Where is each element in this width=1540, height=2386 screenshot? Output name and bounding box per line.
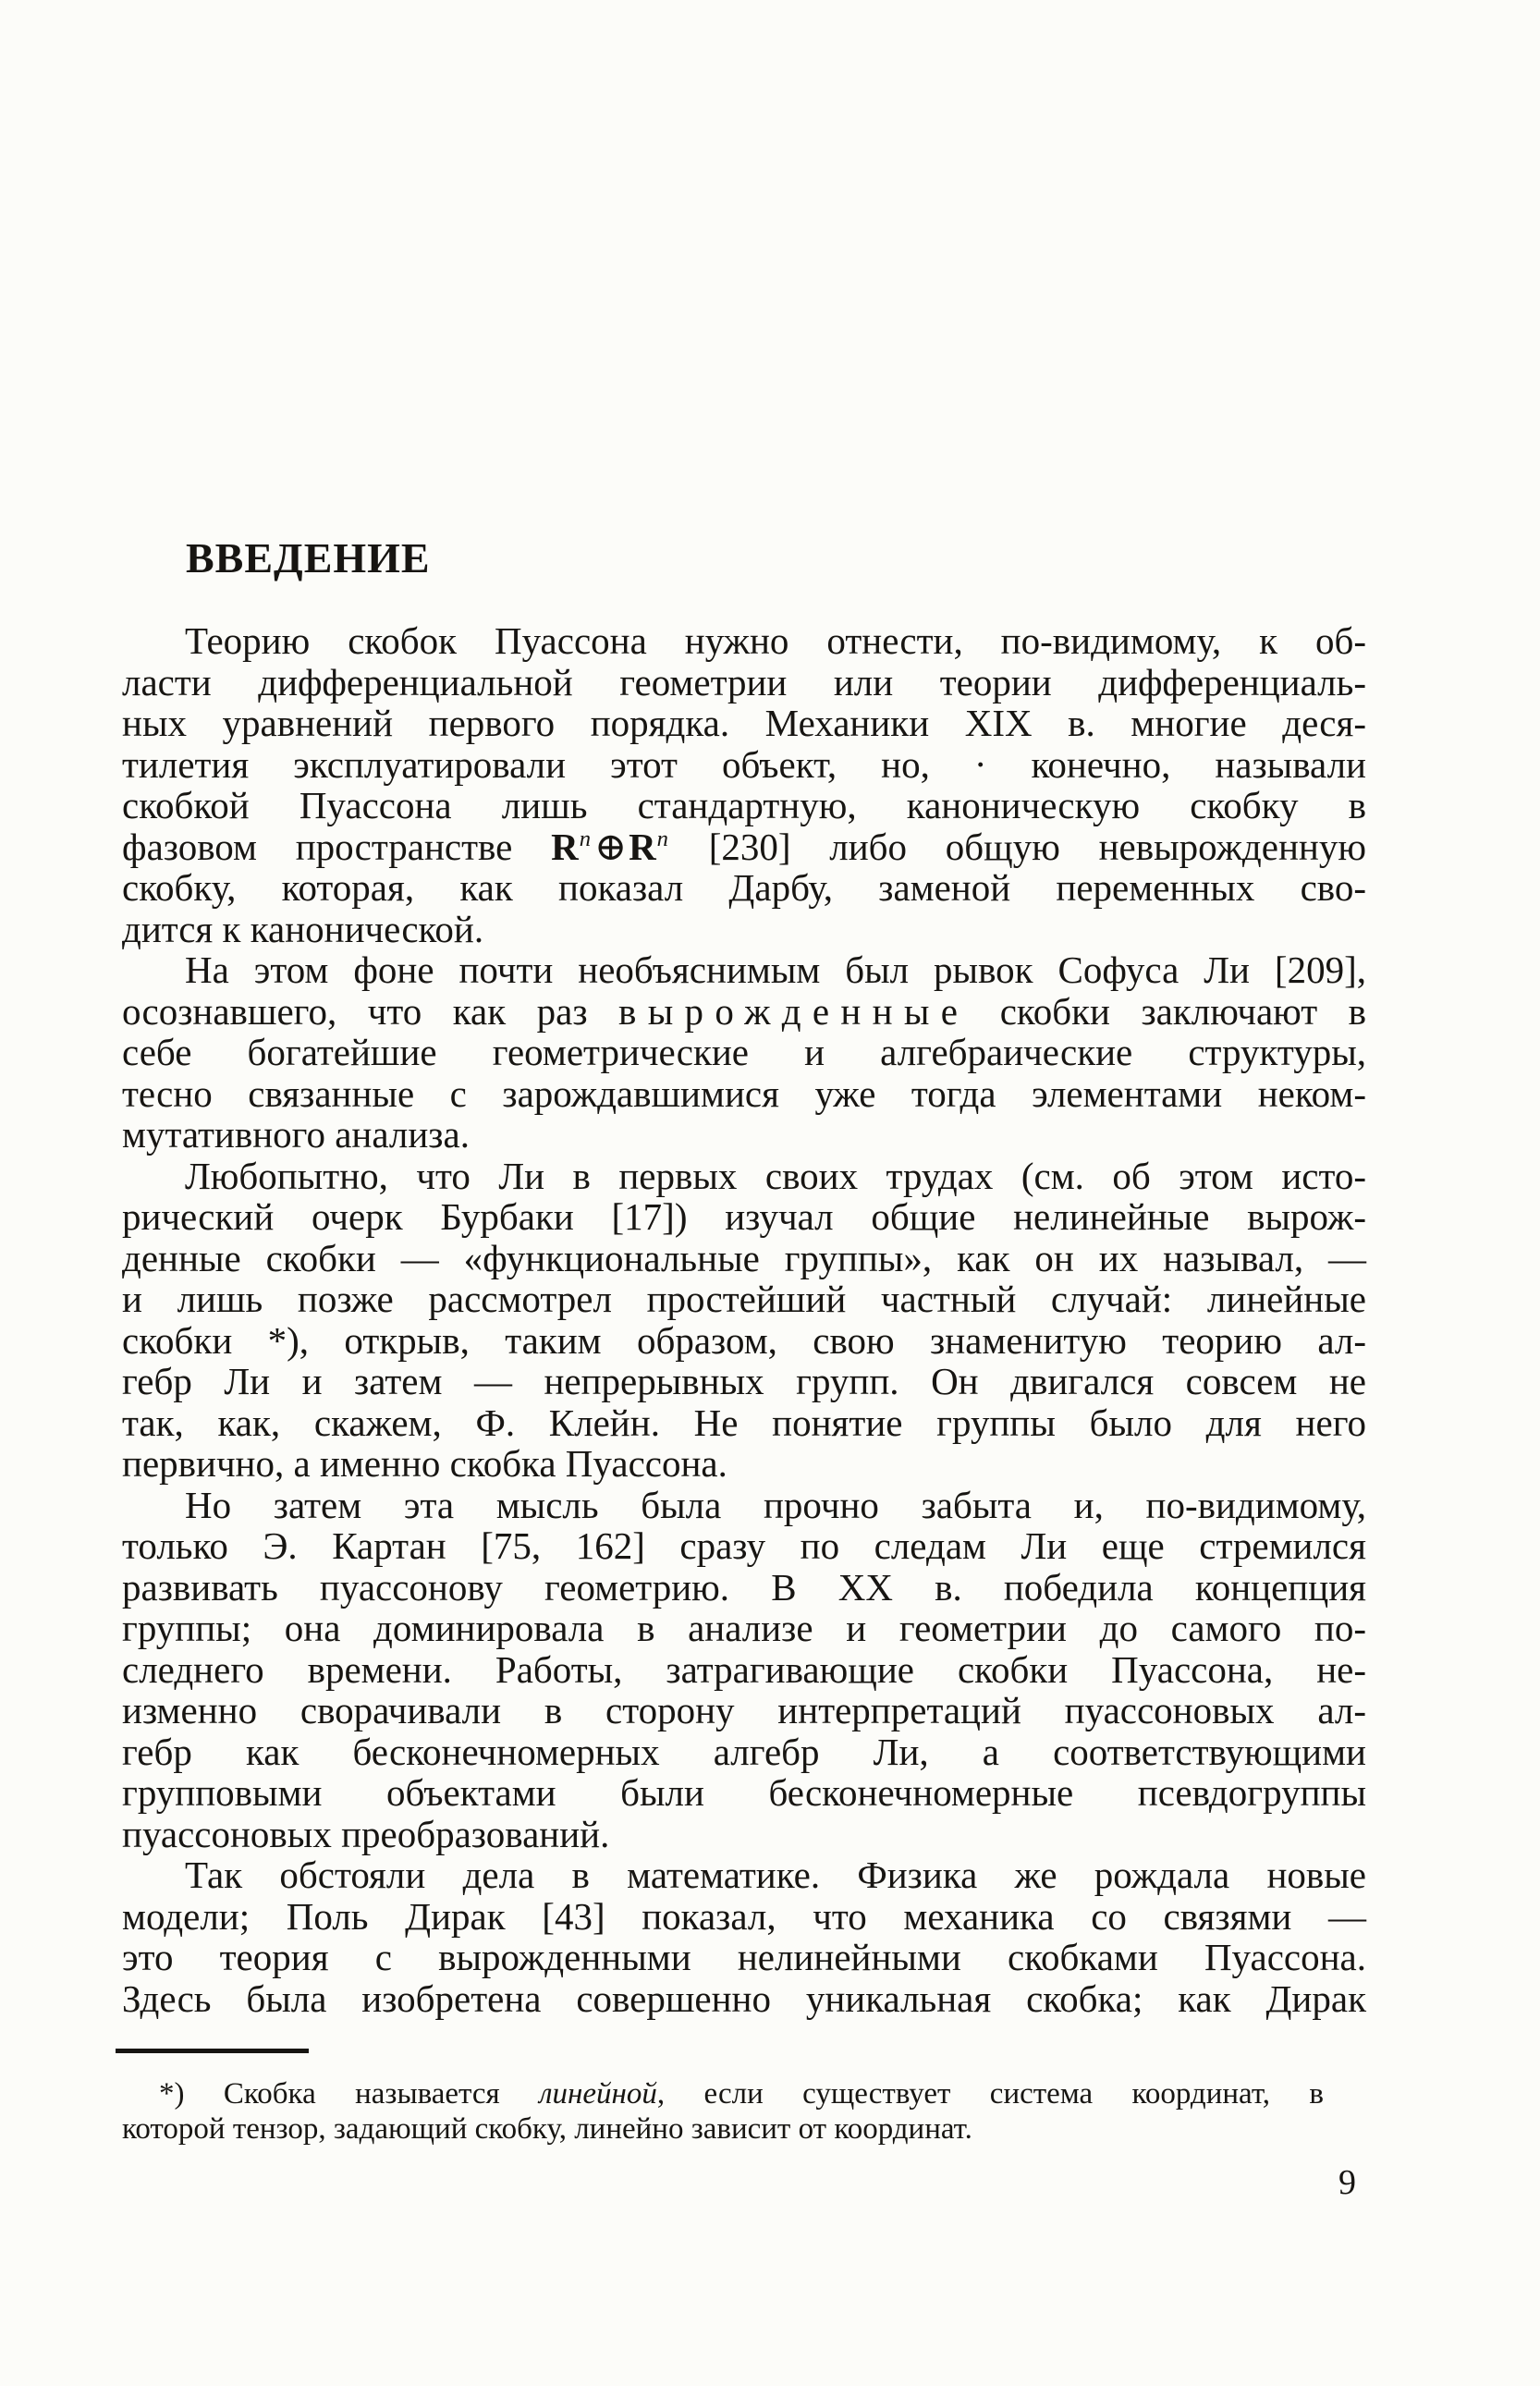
text-line: Но затем эта мысль была прочно забыта и, по-видимому, [185, 1483, 1366, 1526]
footnote-line [122, 2076, 1324, 2111]
paragraph [122, 949, 1366, 1156]
line-pre-text: фазовом пространстве [122, 825, 513, 868]
direct-sum-icon: ⊕ [594, 823, 628, 869]
text-line: дится к канонической. [122, 907, 484, 950]
text-line-with-emphasis [122, 991, 1366, 1033]
line-post-text: скобки заключают в [999, 989, 1367, 1033]
text-line: пуассоновых преобразований. [122, 1812, 610, 1855]
text-line: тесно связанные с зарождавшимися уже тогда элементами неком- [122, 1071, 1366, 1115]
text-line: Теорию скобок Пуассона нужно отнести, по-видимому, к об- [185, 619, 1366, 662]
text-line: тилетия эксплуатировали этот объект, но, · конечно, называли [122, 742, 1366, 786]
text-line: Так обстояли дела в математике. Физика же рождала новые [185, 1854, 1366, 1896]
text-line: гебр Ли и затем — непрерывных групп. Он двигался совсем не [122, 1360, 1366, 1402]
text-line: себе богатейшие геометрические и алгебраические структуры, [122, 1031, 1366, 1073]
text-line: развивать пуассонову геометрию. В XX в. победила концепция [122, 1565, 1366, 1609]
footnote-separator-rule [116, 2049, 309, 2053]
text-line: ных уравнений первого порядка. Механики XIX в. многие деся- [122, 702, 1366, 744]
main-text-block [122, 620, 1366, 2019]
footnote-post-text: , если существует система координат, в [656, 2077, 1324, 2111]
footnote-block [122, 2076, 1324, 2147]
text-line: групповыми объектами были бесконечномерные псевдогруппы [122, 1771, 1366, 1814]
text-line: скобки *), открыв, таким образом, свою знаменитую теорию ал- [122, 1318, 1366, 1362]
paragraph [122, 1854, 1366, 2019]
text-line: изменно сворачивали в сторону интерпретаций пуассоновых ал- [122, 1689, 1366, 1731]
text-line: так, как, скажем, Ф. Клейн. Не понятие группы было для него [122, 1401, 1366, 1444]
footnote-pre-text: *) Скобка называется [159, 2077, 500, 2111]
chapter-heading: ВВЕДЕНИЕ [186, 534, 431, 581]
text-line: и лишь позже рассмотрел простейший частный случай: линейные [122, 1278, 1366, 1320]
formula-rn-oplus-rn: $R^n\oplus R^n$ [551, 823, 668, 869]
letterspaced-emphasis: вырожденные [618, 989, 970, 1033]
text-line: скобкой Пуассона лишь стандартную, каноническую скобку в [122, 784, 1366, 826]
text-line: мутативного анализа. [122, 1113, 470, 1156]
text-line: скобку, которая, как показал Дарбу, заменой переменных сво- [122, 866, 1366, 909]
paragraph [122, 1485, 1366, 1855]
footnote-italic-term: линейной [539, 2077, 657, 2111]
text-line: Любопытно, что Ли в первых своих трудах (см. об этом исто- [185, 1154, 1366, 1197]
text-line: ласти дифференциальной геометрии или теории дифференциаль- [122, 660, 1366, 704]
paragraph [122, 620, 1366, 949]
text-line: только Э. Картан [75, 162] сразу по следам Ли еще стремился [122, 1524, 1366, 1567]
text-line: группы; она доминировала в анализе и геометрии до самого по- [122, 1607, 1366, 1649]
text-line: На этом фоне почти необъяснимым был рывок Софуса Ли [209], [185, 948, 1366, 991]
text-line: рический очерк Бурбаки [17]) изучал общие нелинейные вырож- [122, 1195, 1366, 1238]
footnote-line: которой тензор, задающий скобку, линейно зависит от координат. [122, 2112, 972, 2146]
text-line: это теория с вырожденными нелинейными скобками Пуассона. [122, 1936, 1366, 1978]
line-post-text: [230] либо общую невырожденную [708, 825, 1366, 868]
text-line: денные скобки — «функциональные группы», как он их называл, — [122, 1236, 1366, 1279]
text-line: Здесь была изобретена совершенно уникальная скобка; как Дирак [122, 1976, 1366, 2020]
page-number: 9 [1338, 2163, 1356, 2202]
text-line: следнего времени. Работы, затрагивающие скобки Пуассона, не- [122, 1647, 1366, 1691]
text-line: модели; Поль Дирак [43] показал, что механика со связями — [122, 1894, 1366, 1938]
line-pre-text: осознавшего, что как раз [122, 989, 588, 1033]
paragraph [122, 1156, 1366, 1485]
text-line: первично, а именно скобка Пуассона. [122, 1442, 727, 1485]
text-line-with-formula [122, 823, 1366, 869]
text-line: гебр как бесконечномерных алгебр Ли, а соответствующими [122, 1730, 1366, 1773]
